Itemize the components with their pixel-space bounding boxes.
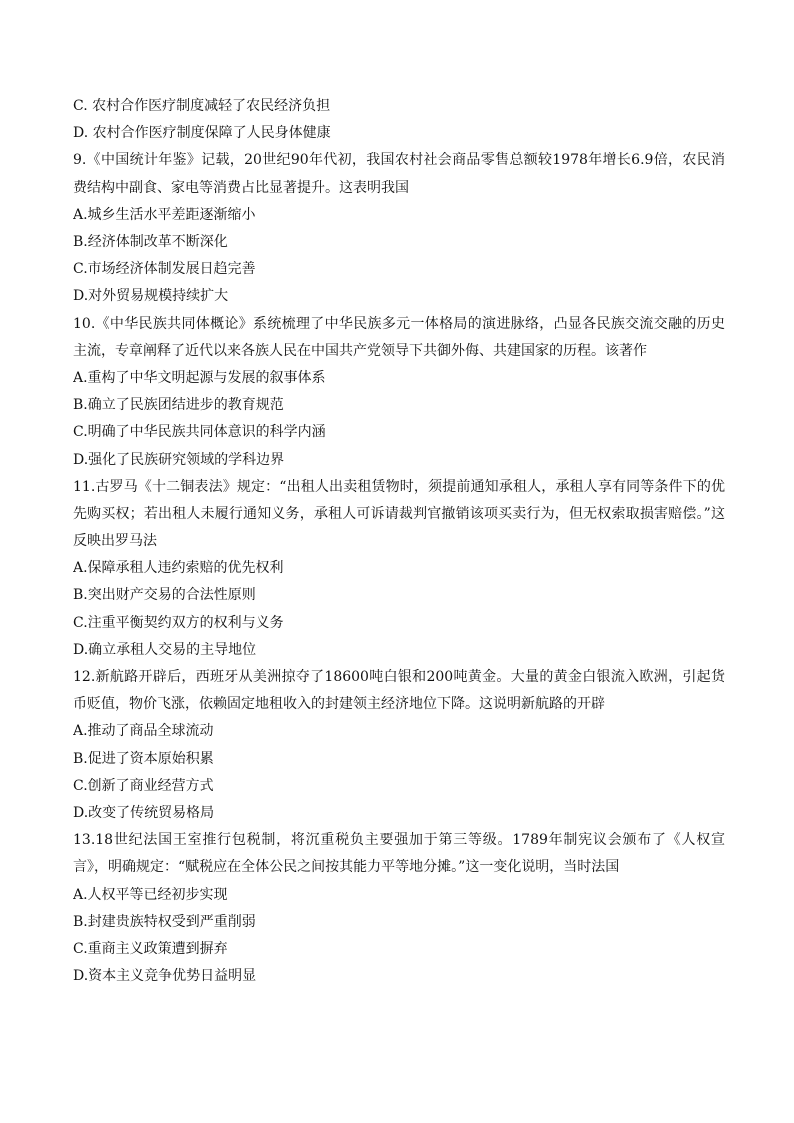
option-d: D.强化了民族研究领域的学科边界 (73, 451, 285, 468)
option-a: A.城乡生活水平差距逐渐缩小 (73, 206, 256, 223)
option-c: C.重商主义政策遭到摒弃 (73, 940, 228, 957)
q8-option-c: C. 农村合作医疗制度减轻了农民经济负担 (73, 98, 331, 114)
question-stem: 11.古罗马《十二铜表法》规定：“出租人出卖租赁物时，须提前通知承租人，承租人享有同等条件下的优先购买权；若出租人未履行通知义务，承租人可诉请裁判官撤销该项买卖行为，但无权索取损害赔偿。”这反映出罗马法 (73, 478, 725, 550)
page-content (73, 93, 725, 990)
option-b: B.促进了资本原始积累 (73, 750, 214, 767)
question-stem: 10.《中华民族共同体概论》系统梳理了中华民族多元一体格局的演进脉络，凸显各民族交流交融的历史主流，专章阐释了近代以来各族人民在中国共产党领导下共御外侮、共建国家的历程。该著作 (73, 315, 725, 359)
q8-option-d: D. 农村合作医疗制度保障了人民身体健康 (73, 125, 331, 142)
option-a: A.人权平等已经初步实现 (73, 886, 228, 903)
option-d: D.确立承租人交易的主导地位 (73, 641, 257, 658)
question-12 (73, 664, 725, 827)
option-a: A.保障承租人违约索赔的优先权利 (73, 560, 284, 577)
question-13 (73, 827, 725, 990)
option-d: D.对外贸易规模持续扩大 (73, 288, 229, 305)
option-c: C.明确了中华民族共同体意识的科学内涵 (73, 424, 326, 441)
question-stem: 12.新航路开辟后，西班牙从美洲掠夺了18600吨白银和200吨黄金。大量的黄金白银流入欧洲，引起货币贬值，物价飞涨，依赖固定地租收入的封建领主经济地位下降。这说明新航路的开辟 (73, 669, 725, 713)
option-d: D.改变了传统贸易格局 (73, 805, 215, 822)
option-a: A.推动了商品全球流动 (73, 723, 214, 740)
question-11 (73, 474, 725, 664)
option-b: B.封建贵族特权受到严重削弱 (73, 913, 256, 930)
option-c: C.创新了商业经营方式 (73, 777, 214, 794)
option-b: B.确立了民族团结进步的教育规范 (73, 397, 284, 414)
question-stem: 9.《中国统计年鉴》记载，20世纪90年代初，我国农村社会商品零售总额较1978年增长6.9倍，农民消费结构中副食、家电等消费占比显著提升。这表明我国 (73, 152, 725, 196)
question-stem: 13.18世纪法国王室推行包税制，将沉重税负主要强加于第三等级。1789年制宪议会颁布了《人权宣言》，明确规定：“赋税应在全体公民之间按其能力平等地分摊。”这一变化说明，当时法国 (73, 832, 725, 876)
option-a: A.重构了中华文明起源与发展的叙事体系 (73, 369, 326, 386)
option-b: B.突出财产交易的合法性原则 (73, 587, 256, 604)
option-c: C.市场经济体制发展日趋完善 (73, 261, 256, 278)
question-9 (73, 147, 725, 310)
option-d: D.资本主义竞争优势日益明显 (73, 968, 257, 985)
option-b: B.经济体制改革不断深化 (73, 233, 228, 250)
question-10 (73, 311, 725, 474)
option-c: C.注重平衡契约双方的权利与义务 (73, 614, 284, 631)
